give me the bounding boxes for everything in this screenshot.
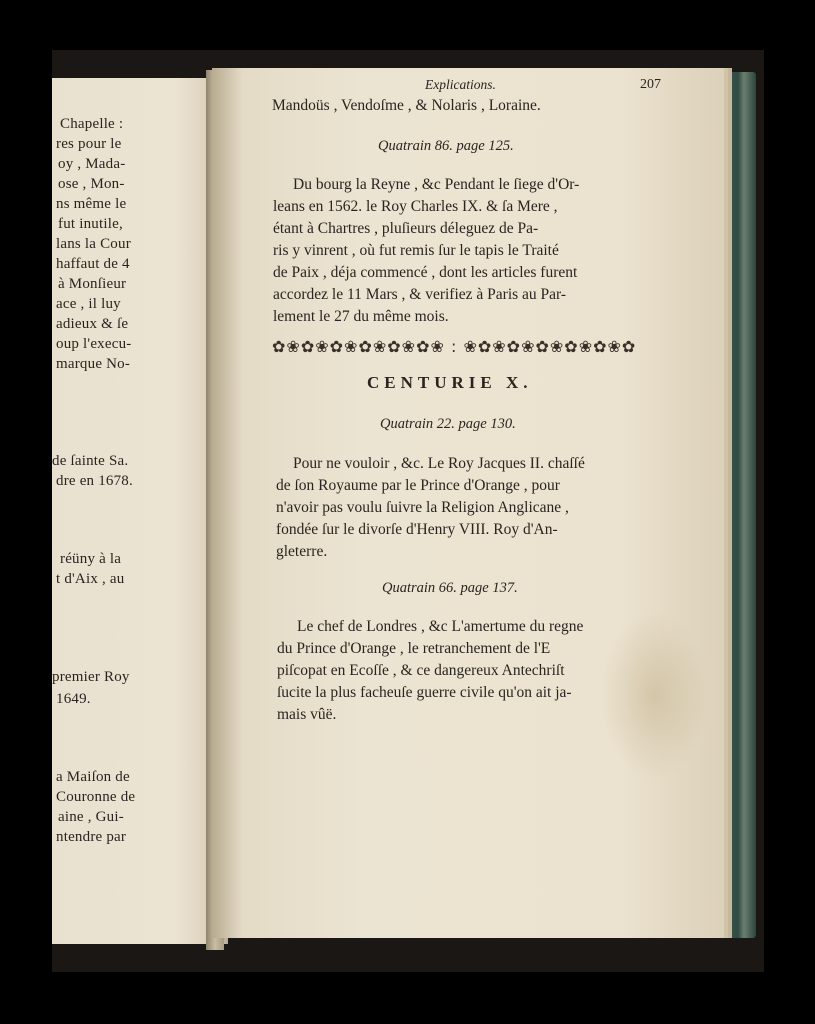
left-line: t d'Aix , au bbox=[56, 571, 125, 587]
quatrain-heading: Quatrain 86. page 125. bbox=[378, 138, 514, 154]
left-line: ace , il luy bbox=[56, 296, 121, 312]
body-line: de ſon Royaume par le Prince d'Orange , pour bbox=[276, 477, 560, 494]
left-line: lans la Cour bbox=[56, 236, 131, 252]
left-line: Couronne de bbox=[56, 789, 136, 805]
body-line: Le chef de Londres , &c L'amertume du regne bbox=[297, 618, 584, 635]
body-line: du Prince d'Orange , le retranchement de l'E bbox=[277, 640, 551, 657]
body-line: accordez le 11 Mars , & verifiez à Paris au Par- bbox=[273, 286, 567, 303]
left-line: ns même le bbox=[56, 196, 127, 212]
left-line: premier Roy bbox=[52, 669, 130, 685]
left-line: haffaut de 4 bbox=[56, 256, 130, 272]
body-line: de Paix , déja commencé , dont les articles furent bbox=[273, 264, 578, 281]
body-line: gleterre. bbox=[276, 543, 328, 560]
body-line: n'avoir pas voulu ſuivre la Religion Anglicane , bbox=[276, 499, 569, 516]
body-line: mais vûë. bbox=[277, 706, 337, 723]
left-line: aine , Gui- bbox=[58, 809, 124, 825]
left-line: ntendre par bbox=[56, 829, 127, 845]
left-line: oy , Mada- bbox=[58, 156, 126, 172]
book-cover-edge bbox=[726, 72, 756, 938]
left-line: dre en 1678. bbox=[56, 473, 133, 489]
body-line: fondée ſur le divorſe d'Henry VIII. Roy d'An- bbox=[276, 521, 558, 538]
body-line: Pour ne vouloir , &c. Le Roy Jacques II. chaſſé bbox=[293, 455, 585, 472]
body-line: leans en 1562. le Roy Charles IX. & ſa Mere , bbox=[273, 198, 558, 215]
body-line: lement le 27 du même mois. bbox=[273, 308, 449, 325]
left-line: a Maiſon de bbox=[56, 769, 130, 785]
body-line: Du bourg la Reyne , &c Pendant le ſiege d'Or- bbox=[293, 176, 580, 193]
quatrain-heading: Quatrain 66. page 137. bbox=[382, 580, 518, 596]
page-stain bbox=[600, 610, 710, 780]
body-line: ris y vinrent , où fut remis ſur le tapis le Traité bbox=[273, 242, 559, 259]
left-line: adieux & ſe bbox=[56, 316, 129, 332]
ornamental-divider: ✿❀✿❀✿❀✿❀✿❀✿❀ : ❀✿❀✿❀✿❀✿❀✿❀✿ bbox=[272, 338, 637, 356]
left-line: Chapelle : bbox=[60, 116, 124, 132]
left-line: réüny à la bbox=[60, 551, 122, 567]
page-number: 207 bbox=[640, 77, 661, 92]
left-line: 1649. bbox=[56, 691, 91, 707]
left-line: fut inutile, bbox=[58, 216, 123, 232]
continuation-line: Mandoüs , Vendoſme , & Nolaris , Loraine. bbox=[272, 97, 541, 114]
running-header: Explications. bbox=[425, 77, 496, 92]
left-line: à Monſieur bbox=[58, 276, 127, 292]
body-line: étant à Chartres , pluſieurs déleguez de Pa- bbox=[273, 220, 539, 237]
left-line: res pour le bbox=[56, 136, 122, 152]
left-line: oup l'execu- bbox=[56, 336, 132, 352]
body-line: ſucite la plus facheuſe guerre civile qu'on ait ja- bbox=[277, 684, 572, 701]
quatrain-heading: Quatrain 22. page 130. bbox=[380, 416, 516, 432]
left-line: de ſainte Sa. bbox=[52, 453, 129, 469]
century-title: CENTURIE X. bbox=[367, 373, 533, 392]
left-line: marque No- bbox=[56, 356, 131, 372]
left-line: ose , Mon- bbox=[58, 176, 125, 192]
body-line: piſcopat en Ecoſſe , & ce dangereux Antechriſt bbox=[277, 662, 565, 679]
